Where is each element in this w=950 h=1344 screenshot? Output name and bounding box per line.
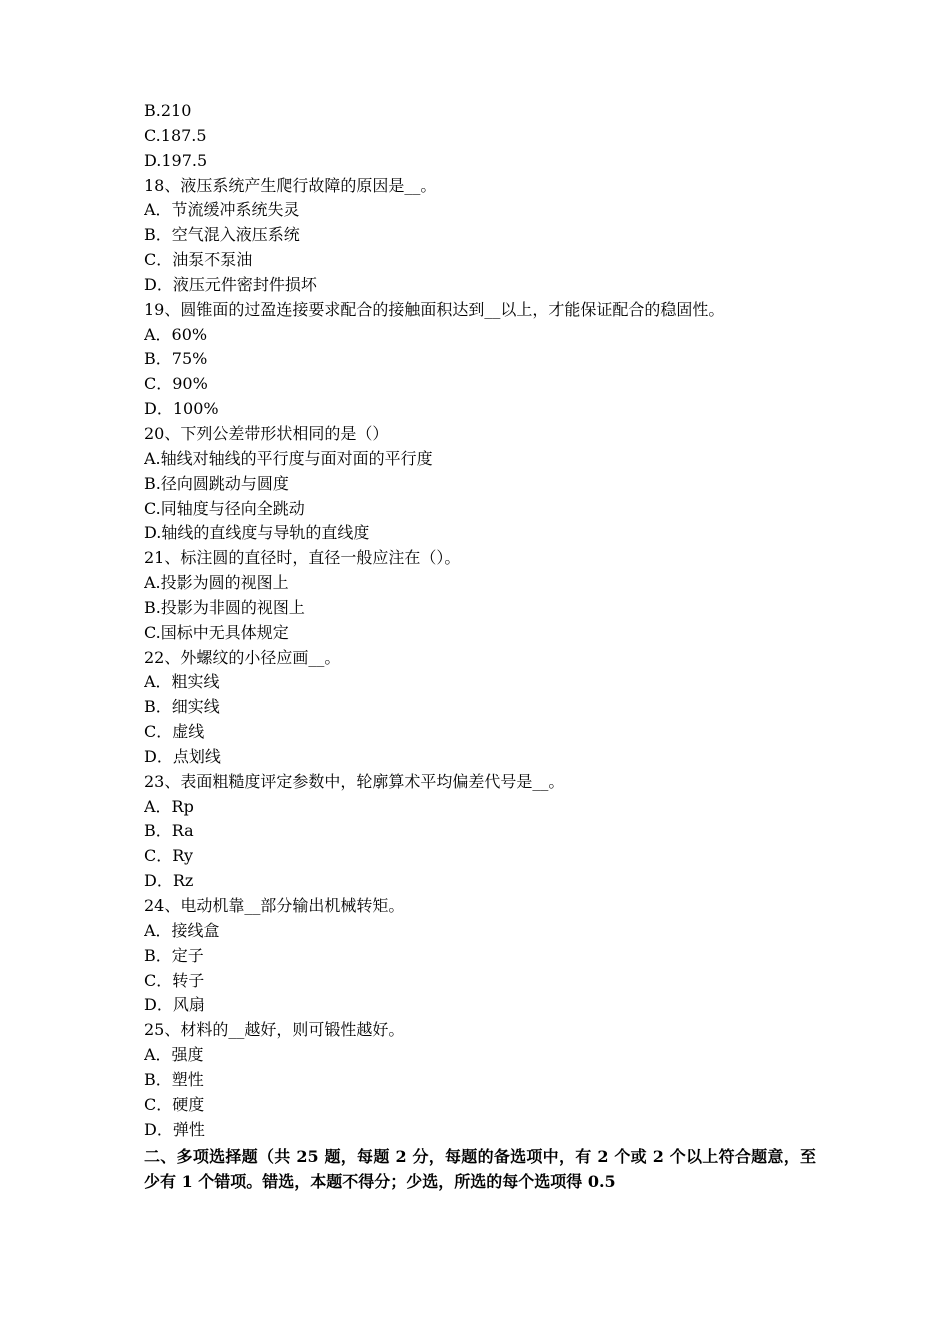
question-line: 19、圆锥面的过盈连接要求配合的接触面积达到__以上，才能保证配合的稳固性。: [144, 299, 725, 319]
option-line: B.210: [144, 101, 192, 120]
question-line: 21、标注圆的直径时，直径一般应注在（）。: [144, 548, 461, 568]
option-line: D．点划线: [144, 746, 221, 766]
option-line: D.197.5: [144, 150, 208, 170]
option-line: B．75%: [144, 349, 208, 369]
option-line: C．油泵不泵油: [144, 250, 253, 270]
option-line: C.同轴度与径向全跳动: [144, 498, 305, 518]
option-line: B.投影为非圆的视图上: [144, 597, 305, 617]
section-heading: 二、多项选择题（共 25 题，每题 2 分，每题的备选项中，有 2 个或 2 个以上符合题意，至少有 1 个错项。错选，本题不得分；少选，所选的每个选项得 0.5: [144, 1147, 816, 1192]
option-line: C.187.5: [144, 125, 207, 145]
option-line: A．粗实线: [144, 672, 220, 692]
option-line: C．虚线: [144, 722, 205, 742]
question-line: 25、材料的__越好，则可锻性越好。: [144, 1020, 405, 1040]
page-content: [144, 99, 816, 1194]
question-line: 18、液压系统产生爬行故障的原因是__。: [144, 175, 437, 195]
option-line: D．弹性: [144, 1119, 205, 1139]
option-line: A．接线盒: [144, 920, 220, 940]
option-line: C．Ry: [144, 846, 194, 866]
option-line: C．硬度: [144, 1094, 205, 1114]
option-line: A．Rp: [144, 796, 194, 816]
option-line: A．强度: [144, 1045, 204, 1065]
option-line: A．60%: [144, 324, 208, 344]
option-line: A．节流缓冲系统失灵: [144, 200, 300, 220]
question-line: 20、下列公差带形状相同的是（）: [144, 423, 389, 443]
option-line: D．液压元件密封件损坏: [144, 274, 317, 294]
option-line: B．定子: [144, 945, 204, 965]
option-line: B．Ra: [144, 821, 194, 841]
option-line: B．塑性: [144, 1069, 204, 1089]
option-line: A.投影为圆的视图上: [144, 573, 289, 593]
option-line: B.径向圆跳动与圆度: [144, 473, 289, 493]
option-line: B．空气混入液压系统: [144, 225, 300, 245]
option-line: C.国标中无具体规定: [144, 622, 289, 642]
option-line: B．细实线: [144, 697, 220, 717]
option-line: D．100%: [144, 399, 219, 419]
option-line: A.轴线对轴线的平行度与面对面的平行度: [144, 448, 433, 468]
question-line: 23、表面粗糙度评定参数中，轮廓算术平均偏差代号是__。: [144, 771, 565, 791]
option-line: D.轴线的直线度与导轨的直线度: [144, 523, 370, 543]
question-line: 22、外螺纹的小径应画__。: [144, 647, 341, 667]
option-line: D．风扇: [144, 995, 205, 1015]
question-line: 24、电动机靠__部分输出机械转矩。: [144, 896, 405, 915]
option-line: C．转子: [144, 970, 205, 990]
option-line: C．90%: [144, 374, 208, 394]
option-line: D．Rz: [144, 871, 194, 891]
